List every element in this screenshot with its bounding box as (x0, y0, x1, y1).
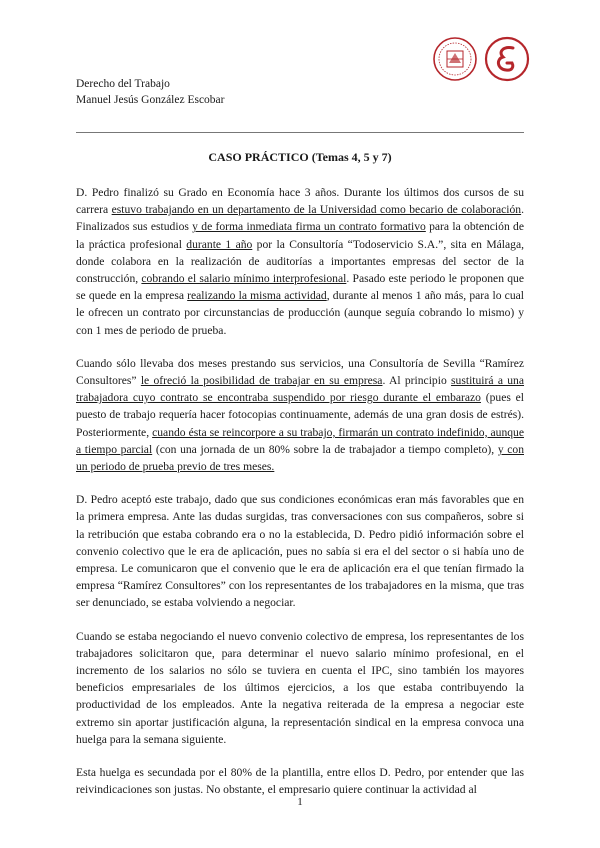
paragraph (76, 628, 524, 748)
text-run: Esta huelga es secundada por el 80% de la plantilla, entre ellos D. Pedro, por entender que las reivindicaciones son justas. No obstante, el empresario quiere continuar la actividad al (76, 766, 524, 797)
underlined-text: estuvo trabajando en un departamento de la Universidad como becario de colaboración (111, 203, 522, 217)
text-run: . Al principio (382, 374, 452, 388)
paragraph (76, 764, 524, 798)
underlined-text: le ofreció la posibilidad de trabajar en su empresa (140, 374, 383, 388)
document-header (76, 76, 225, 108)
text-run: Cuando se estaba negociando el nuevo convenio colectivo de empresa, los representantes de los trabajadores solicitaron que, para determinar el nuevo salario mínimo profesional, en el incremento de los salarios no sólo se tuviera en cuenta el IPC, sino también los mayores beneficios empresariales de los últimos ejercicios, a los que estaba contribuyendo la productividad de los empleados. Ante la negativa reiterada de la empresa a negociar este extremo sin aportar justificación alguna, la representación sindical en la empresa convoca una huelga para la semana siguiente. (76, 629, 524, 746)
logos (432, 36, 530, 82)
text-run: Cuando sólo llevaba dos meses prestando sus servicios, una Consultoría de Sevilla “Ramírez Consultores” (76, 356, 524, 388)
university-seal-icon (432, 36, 478, 82)
course-name: Derecho del Trabajo (76, 78, 170, 90)
paragraph (76, 355, 524, 475)
underlined-text: durante 1 año (186, 237, 253, 251)
paragraph (76, 184, 524, 339)
paragraph (76, 491, 524, 611)
underlined-text: realizando la misma actividad (187, 289, 327, 303)
text-run: por la Consultoría “Todoservicio S.A.”, sita en Málaga, donde colabora en la realización de auditorías a importantes empresas del sector de la construcción, (76, 237, 524, 286)
text-run: (pues el puesto de trabajo requería hacer fotocopias continuamente, además de una gran dosis de estrés). Posteriormente, (76, 391, 524, 439)
underlined-text: y de forma inmediata firma un contrato formativo (192, 220, 426, 234)
header-divider (76, 132, 524, 133)
text-run: D. Pedro finalizó su Grado en Economía hace 3 años. Durante los últimos dos cursos de su carrera (76, 186, 524, 217)
document-title: CASO PRÁCTICO (Temas 4, 5 y 7) (208, 150, 392, 164)
document-body (76, 184, 524, 815)
text-run: D. Pedro aceptó este trabajo, dado que sus condiciones económicas eran más favorables que en la primera empresa. Ante las dudas surgidas, tras conversaciones con sus compañeros, sobre si la retribución que estaba cobrando era o no la establecida, D. Pedro pidió información sobre el convenio colectivo que le era de aplicación, pues no sabía si era el del sector o si había uno de empresa. Le comunicaron que el convenio que le era de aplicación era el que tenían firmado la empresa “Ramírez Consultores” con los representantes de los trabajadores en la misma, que tras ser denunciado, se estaba volviendo a negociar. (76, 493, 524, 610)
underlined-text: cobrando el salario mínimo interprofesional (141, 272, 347, 286)
eg-monogram-icon (484, 36, 530, 82)
text-run: . Finalizados sus estudios (76, 203, 524, 234)
text-run: , durante al menos 1 año más, para lo cual le ofrecen un contrato por circunstancias de producción (aunque seguía cobrando lo mismo) y con 1 mes de periodo de prueba. (76, 289, 524, 337)
underlined-text: sustituirá a una trabajadora cuyo contrato se encontraba suspendido por riesgo durante el embarazo (76, 374, 525, 405)
text-run: . Pasado este periodo le proponen que se quede en la empresa (76, 272, 524, 303)
underlined-text: cuando ésta se reincorpore a su trabajo, firmarán un contrato indefinido, aunque a tiempo parcial (76, 425, 524, 456)
text-run: (con una jornada de un 80% sobre la de trabajador a tiempo completo), (152, 442, 498, 456)
author-name: Manuel Jesús González Escobar (76, 94, 225, 106)
page-number: 1 (297, 796, 303, 808)
underlined-text: y con un periodo de prueba previo de tres meses. (76, 442, 524, 474)
text-run: para la obtención de la práctica profesional (76, 220, 524, 251)
